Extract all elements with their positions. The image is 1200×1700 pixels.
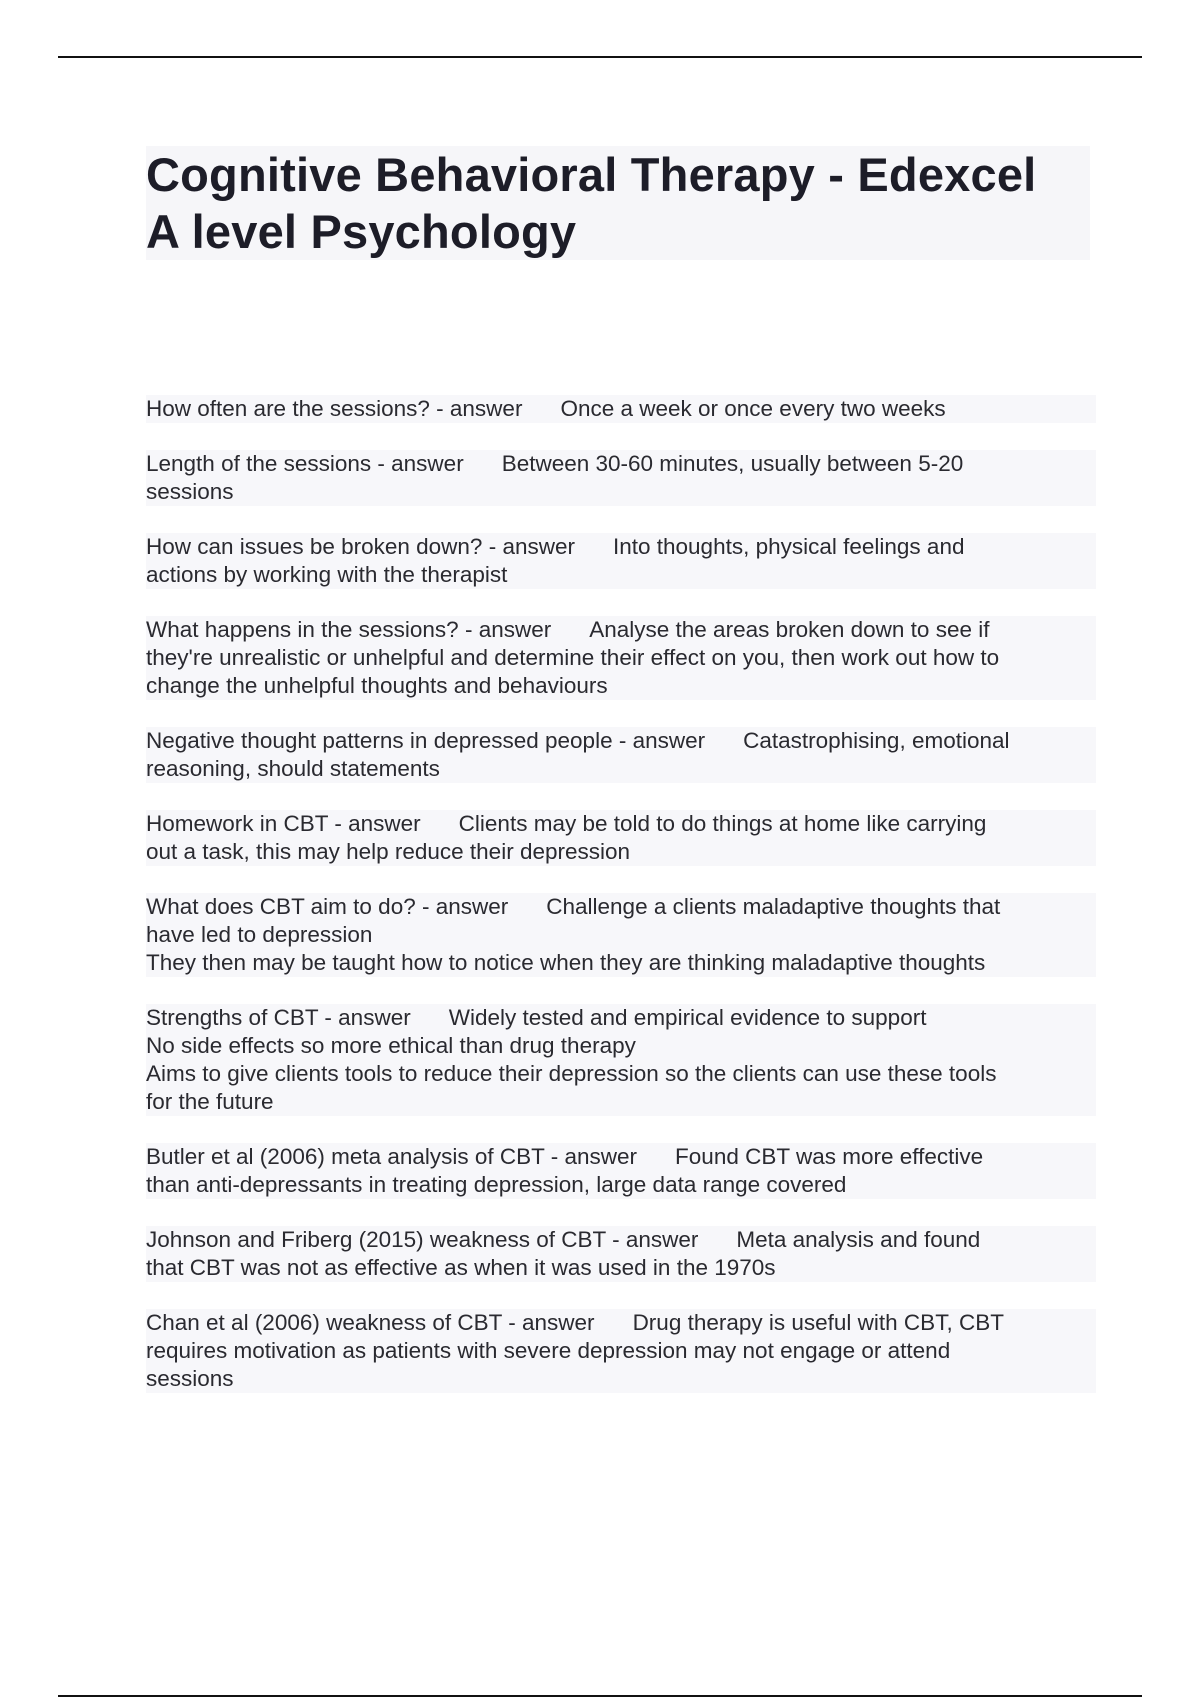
qa-first-line (146, 1226, 1096, 1254)
qa-answer-line: They then may be taught how to notice when they are thinking maladaptive thoughts (146, 950, 986, 975)
qa-answer-line: Between 30-60 minutes, usually between 5-20 (501, 451, 964, 476)
qa-item (146, 395, 1096, 423)
qa-item (146, 727, 1096, 783)
qa-first-line (146, 1004, 1096, 1032)
qa-item (146, 1226, 1096, 1282)
qa-answer-line: Clients may be told to do things at home like carrying (458, 811, 987, 836)
qa-answer-line: Catastrophising, emotional (743, 728, 1010, 753)
qa-first-line (146, 727, 1096, 755)
qa-question: Negative thought patterns in depressed people - answer (146, 728, 706, 753)
qa-answer-line: Meta analysis and found (736, 1227, 981, 1252)
qa-question: Homework in CBT - answer (146, 811, 421, 836)
qa-item (146, 1309, 1096, 1393)
qa-answer-line: Once a week or once every two weeks (560, 396, 946, 421)
qa-answer-line: No side effects so more ethical than drug therapy (146, 1033, 636, 1058)
qa-question: How can issues be broken down? - answer (146, 534, 575, 559)
qa-item (146, 1004, 1096, 1116)
qa-item (146, 810, 1096, 866)
qa-question: Length of the sessions - answer (146, 451, 464, 476)
qa-answer-line: Drug therapy is useful with CBT, CBT (632, 1310, 1004, 1335)
qa-answer-line: Aims to give clients tools to reduce their depression so the clients can use these tools (146, 1061, 997, 1086)
qa-first-line (146, 533, 1096, 561)
qa-answer-line: sessions (146, 1366, 234, 1391)
qa-answer-line: have led to depression (146, 922, 373, 947)
top-rule (58, 56, 1142, 58)
qa-answer-line: reasoning, should statements (146, 756, 440, 781)
qa-item (146, 616, 1096, 700)
qa-first-line (146, 893, 1096, 921)
qa-question: How often are the sessions? - answer (146, 396, 523, 421)
qa-question: What does CBT aim to do? - answer (146, 894, 509, 919)
title-block (146, 146, 1090, 260)
qa-first-line (146, 395, 1096, 423)
qa-answer-line: Challenge a clients maladaptive thoughts that (546, 894, 1001, 919)
title-line-1: Cognitive Behavioral Therapy - Edexcel (146, 148, 1037, 201)
qa-answer-line: for the future (146, 1089, 274, 1114)
qa-question: What happens in the sessions? - answer (146, 617, 552, 642)
document-title (146, 146, 1090, 260)
qa-answer-line: Into thoughts, physical feelings and (612, 534, 965, 559)
qa-item (146, 533, 1096, 589)
qa-answer-line: Found CBT was more effective (675, 1144, 984, 1169)
qa-answer-line: Widely tested and empirical evidence to support (448, 1005, 927, 1030)
qa-answer-line: requires motivation as patients with severe depression may not engage or attend (146, 1338, 951, 1363)
qa-first-line (146, 616, 1096, 644)
qa-first-line (146, 1309, 1096, 1337)
qa-answer-line: Analyse the areas broken down to see if (589, 617, 990, 642)
qa-first-line (146, 810, 1096, 838)
bottom-rule (58, 1695, 1142, 1697)
qa-question: Chan et al (2006) weakness of CBT - answer (146, 1310, 595, 1335)
qa-question: Butler et al (2006) meta analysis of CBT - answer (146, 1144, 638, 1169)
qa-answer-line: out a task, this may help reduce their depression (146, 839, 631, 864)
qa-first-line (146, 1143, 1096, 1171)
qa-question: Strengths of CBT - answer (146, 1005, 411, 1030)
qa-answer-line: than anti-depressants in treating depression, large data range covered (146, 1172, 847, 1197)
qa-answer-line: sessions (146, 479, 234, 504)
qa-item (146, 450, 1096, 506)
qa-answer-line: that CBT was not as effective as when it was used in the 1970s (146, 1255, 776, 1280)
qa-item (146, 1143, 1096, 1199)
qa-item (146, 893, 1096, 977)
qa-question: Johnson and Friberg (2015) weakness of CBT - answer (146, 1227, 699, 1252)
title-line-2: A level Psychology (146, 205, 577, 258)
qa-first-line (146, 450, 1096, 478)
qa-list (146, 395, 1096, 1420)
qa-answer-line: change the unhelpful thoughts and behaviours (146, 673, 608, 698)
qa-answer-line: actions by working with the therapist (146, 562, 508, 587)
qa-answer-line: they're unrealistic or unhelpful and determine their effect on you, then work out how to (146, 645, 1000, 670)
